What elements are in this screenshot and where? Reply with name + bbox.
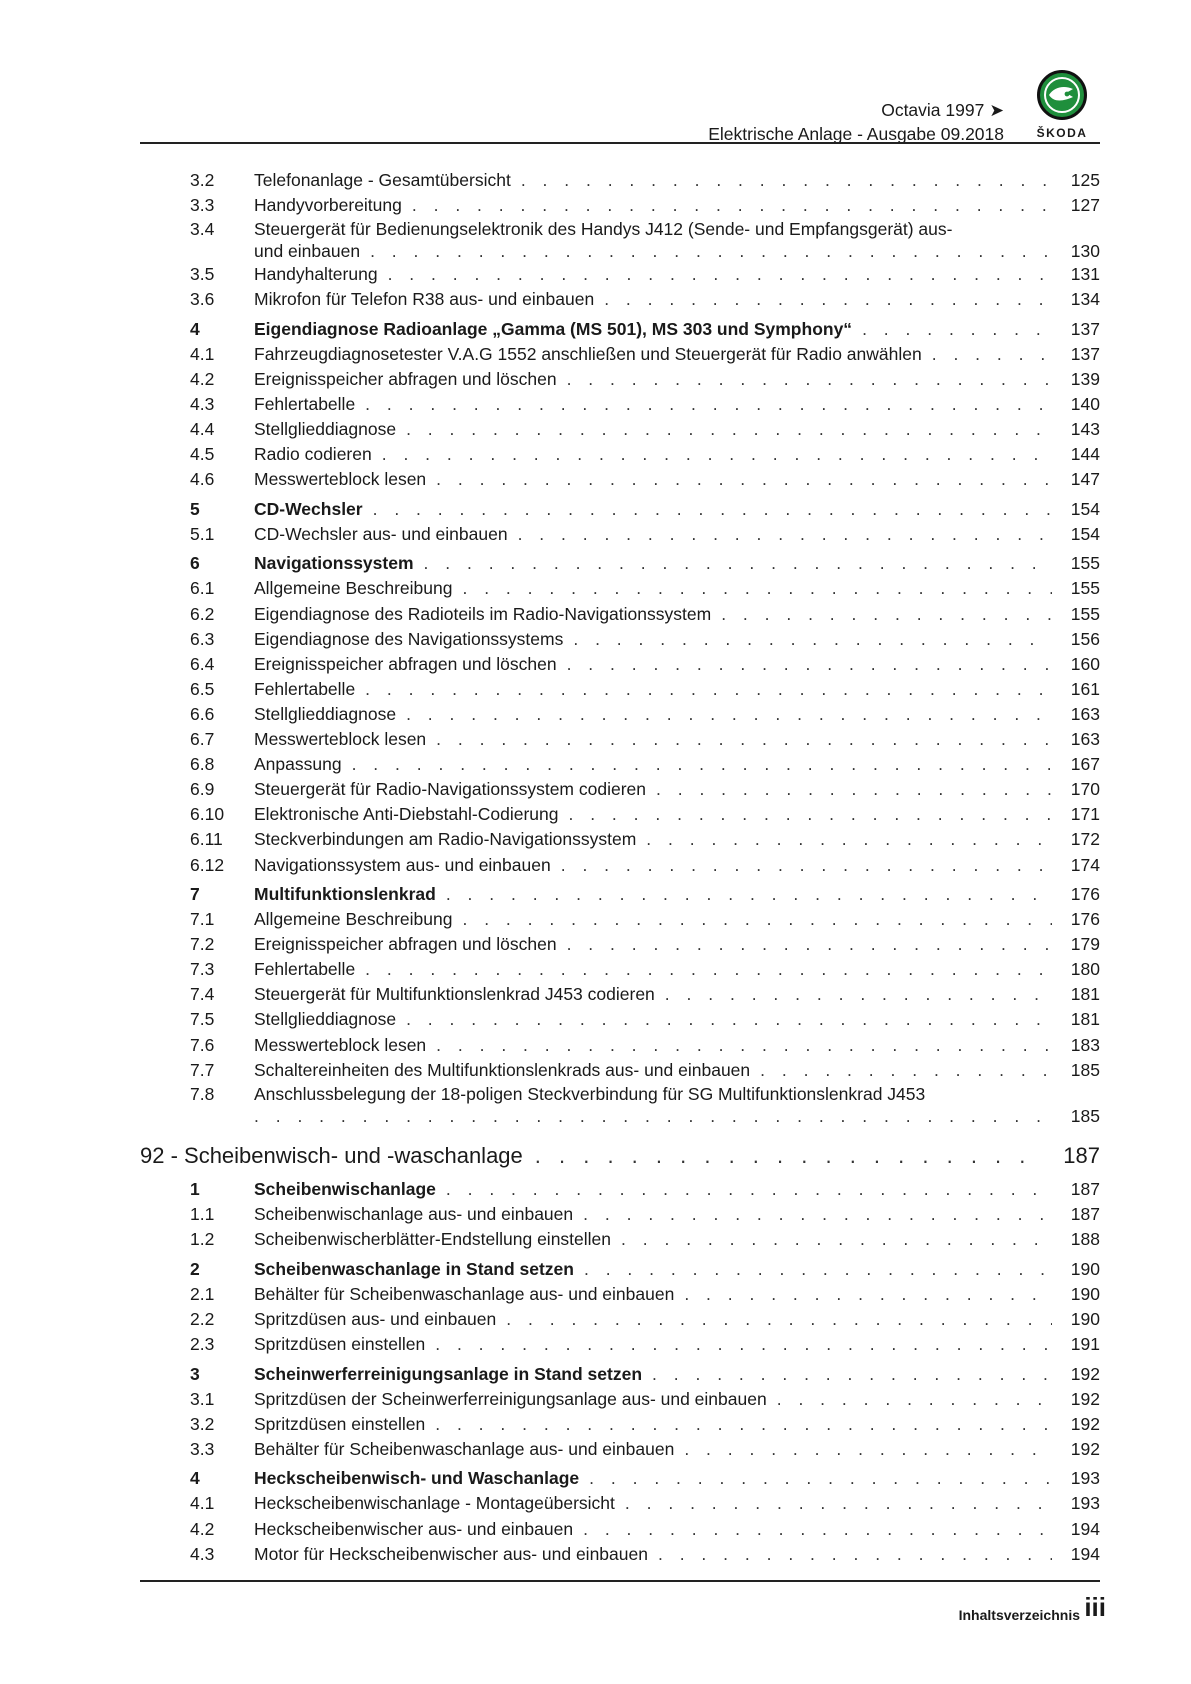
leader-dots bbox=[518, 522, 1052, 547]
toc-entry-page: 155 bbox=[1070, 578, 1100, 599]
leader-dots bbox=[365, 677, 1052, 702]
leader-dots bbox=[684, 1282, 1052, 1307]
toc-entry[interactable] bbox=[140, 602, 1100, 627]
toc-entry-number: 4.4 bbox=[190, 419, 215, 440]
leader-dots bbox=[567, 652, 1052, 677]
toc-entry-title: CD-Wechsler aus- und einbauen bbox=[254, 523, 508, 544]
toc-entry-page: 193 bbox=[1070, 1468, 1100, 1489]
toc-entry-title: Anpassung bbox=[254, 754, 342, 775]
toc-entry[interactable] bbox=[140, 1437, 1100, 1462]
toc-entry-number: 4.6 bbox=[190, 469, 215, 490]
toc-entry-title: Steckverbindungen am Radio-Navigationssystem bbox=[254, 829, 637, 850]
toc-entry-7-8[interactable] bbox=[140, 1083, 1100, 1105]
toc-entry[interactable] bbox=[140, 1033, 1100, 1058]
toc-entry[interactable] bbox=[140, 677, 1100, 702]
toc-entry-number: 6.10 bbox=[190, 804, 225, 825]
toc-entry-title: Handyvorbereitung bbox=[254, 195, 402, 216]
toc-entry[interactable] bbox=[140, 342, 1100, 367]
toc-entry-page: 190 bbox=[1070, 1258, 1100, 1279]
toc-entry-title: Heckscheibenwisch- und Waschanlage bbox=[254, 1468, 580, 1489]
toc-entry-page: 176 bbox=[1070, 884, 1100, 904]
toc-entry-page: 156 bbox=[1070, 628, 1100, 649]
toc-entry[interactable] bbox=[140, 1282, 1100, 1307]
toc-entry[interactable] bbox=[140, 522, 1100, 547]
toc-entry-number: 6.4 bbox=[190, 653, 215, 674]
table-of-contents bbox=[140, 168, 1100, 1567]
toc-entry-title: Schaltereinheiten des Multifunktionslenkrads aus- und einbauen bbox=[254, 1059, 751, 1080]
leader-dots bbox=[604, 287, 1052, 312]
leader-dots bbox=[406, 417, 1052, 442]
toc-entry-title: Spritzdüsen einstellen bbox=[254, 1334, 426, 1355]
leader-dots bbox=[365, 957, 1052, 982]
toc-entry-title: Eigendiagnose des Navigationssystems bbox=[254, 628, 564, 649]
toc-entry[interactable] bbox=[140, 932, 1100, 957]
toc-entry-page: 176 bbox=[1070, 909, 1100, 930]
toc-entry-title: Eigendiagnose Radioanlage „Gamma (MS 501), MS 303 und Symphony“ bbox=[254, 318, 853, 339]
leader-dots bbox=[862, 317, 1052, 342]
toc-entry-number: 7.1 bbox=[190, 909, 215, 930]
chapter-title: 92 - Scheibenwisch- und -waschanlage bbox=[140, 1142, 523, 1168]
toc-block-3 bbox=[140, 1177, 1100, 1567]
toc-entry-page: 171 bbox=[1070, 804, 1100, 825]
toc-entry-number: 6.12 bbox=[190, 854, 225, 875]
toc-entry-number: 6.5 bbox=[190, 678, 215, 699]
leader-dots bbox=[436, 1033, 1052, 1058]
toc-entry-title: Messwerteblock lesen bbox=[254, 729, 427, 750]
toc-entry-page: 194 bbox=[1070, 1543, 1100, 1564]
toc-entry-page: 134 bbox=[1070, 289, 1100, 310]
toc-entry[interactable] bbox=[140, 1332, 1100, 1357]
toc-entry-number: 3.4 bbox=[190, 219, 215, 240]
header-divider bbox=[140, 142, 1100, 144]
leader-dots bbox=[652, 1362, 1052, 1387]
toc-entry[interactable] bbox=[140, 702, 1100, 727]
toc-entry-page: 192 bbox=[1070, 1438, 1100, 1459]
toc-entry-number: 5.1 bbox=[190, 523, 215, 544]
skoda-winged-arrow-icon bbox=[1037, 70, 1087, 120]
toc-entry-page: 125 bbox=[1070, 170, 1100, 190]
toc-entry[interactable] bbox=[140, 777, 1100, 802]
toc-entry[interactable] bbox=[140, 957, 1100, 982]
leader-dots bbox=[684, 1437, 1052, 1462]
toc-entry-number: 7 bbox=[190, 884, 200, 904]
toc-entry-page: 137 bbox=[1070, 318, 1100, 339]
toc-entry[interactable] bbox=[140, 853, 1100, 878]
leader-dots bbox=[621, 1227, 1052, 1252]
toc-entry-number: 3.2 bbox=[190, 1413, 215, 1434]
leader-dots bbox=[446, 882, 1052, 907]
toc-entry[interactable] bbox=[140, 1387, 1100, 1412]
toc-block-1 bbox=[140, 168, 1100, 218]
toc-entry-title: Eigendiagnose des Radioteils im Radio-Navigationssystem bbox=[254, 603, 712, 624]
toc-entry-number: 2.2 bbox=[190, 1309, 215, 1329]
document-title-text: Octavia 1997 bbox=[881, 100, 985, 120]
toc-entry-page: 191 bbox=[1070, 1334, 1100, 1355]
leader-dots bbox=[521, 168, 1052, 193]
toc-entry-title: Behälter für Scheibenwaschanlage aus- und einbauen bbox=[254, 1283, 675, 1304]
toc-block-2 bbox=[140, 262, 1100, 1083]
toc-entry[interactable] bbox=[140, 802, 1100, 827]
toc-entry-number: 6.1 bbox=[190, 578, 215, 599]
leader-dots bbox=[370, 240, 1052, 262]
toc-section-heading[interactable] bbox=[140, 551, 1100, 576]
toc-entry-title: Ereignisspeicher abfragen und löschen bbox=[254, 934, 557, 955]
leader-dots bbox=[373, 497, 1052, 522]
toc-entry[interactable] bbox=[140, 367, 1100, 392]
leader-dots bbox=[462, 907, 1052, 932]
leader-dots bbox=[254, 1105, 1052, 1127]
footer-divider bbox=[140, 1580, 1100, 1582]
toc-entry-title: Multifunktionslenkrad bbox=[254, 884, 436, 904]
toc-entry-page: 181 bbox=[1070, 984, 1100, 1005]
document-title bbox=[881, 100, 1004, 121]
leader-dots bbox=[435, 1332, 1052, 1357]
toc-entry-page: 161 bbox=[1070, 678, 1100, 699]
chapter-page: 187 bbox=[1063, 1142, 1100, 1168]
toc-entry-number: 6.2 bbox=[190, 603, 215, 624]
toc-entry[interactable] bbox=[140, 193, 1100, 218]
toc-entry-page: 181 bbox=[1070, 1009, 1100, 1030]
toc-entry-page: 155 bbox=[1070, 553, 1100, 574]
toc-entry-number: 1 bbox=[190, 1179, 200, 1200]
toc-entry-number: 7.8 bbox=[190, 1083, 215, 1104]
toc-section-heading[interactable] bbox=[140, 1362, 1100, 1387]
toc-entry-number: 7.2 bbox=[190, 934, 215, 955]
toc-entry-page: 147 bbox=[1070, 469, 1100, 490]
toc-entry-title: CD-Wechsler bbox=[254, 498, 363, 519]
toc-entry[interactable] bbox=[140, 576, 1100, 601]
toc-entry-number: 3.5 bbox=[190, 264, 215, 285]
toc-entry-page: 163 bbox=[1070, 703, 1100, 724]
leader-dots bbox=[777, 1387, 1052, 1412]
toc-entry-title: Scheibenwischanlage bbox=[254, 1179, 436, 1200]
toc-entry-number: 1.1 bbox=[190, 1204, 215, 1225]
toc-entry-number: 7.6 bbox=[190, 1034, 215, 1055]
toc-entry-page: 192 bbox=[1070, 1413, 1100, 1434]
toc-entry-title: Radio codieren bbox=[254, 444, 372, 465]
toc-entry-page: 143 bbox=[1070, 419, 1100, 440]
toc-entry-page: 160 bbox=[1070, 653, 1100, 674]
leader-dots bbox=[658, 1542, 1052, 1567]
toc-entry-number: 4.5 bbox=[190, 444, 215, 465]
leader-dots bbox=[760, 1058, 1052, 1083]
toc-entry[interactable] bbox=[140, 287, 1100, 312]
toc-entry-page: 172 bbox=[1070, 829, 1100, 850]
toc-entry-title: Messwerteblock lesen bbox=[254, 469, 427, 490]
skoda-logo bbox=[1032, 70, 1092, 142]
leader-dots bbox=[388, 262, 1052, 287]
toc-section-heading[interactable] bbox=[140, 1466, 1100, 1491]
toc-entry-title: Handyhalterung bbox=[254, 264, 378, 285]
toc-entry-number: 7.5 bbox=[190, 1009, 215, 1030]
toc-entry-page: 185 bbox=[1070, 1105, 1100, 1126]
toc-entry-number: 4.3 bbox=[190, 394, 215, 415]
leader-dots bbox=[365, 392, 1052, 417]
leader-dots bbox=[535, 1139, 1040, 1173]
toc-entry[interactable] bbox=[140, 907, 1100, 932]
toc-entry-title: Behälter für Scheibenwaschanlage aus- und einbauen bbox=[254, 1438, 675, 1459]
toc-entry-page: 163 bbox=[1070, 729, 1100, 750]
toc-entry-7-8-leader bbox=[140, 1105, 1100, 1127]
toc-entry[interactable] bbox=[140, 1007, 1100, 1032]
toc-entry-title: Stellglieddiagnose bbox=[254, 703, 397, 724]
toc-entry-title: Navigationssystem aus- und einbauen bbox=[254, 854, 551, 875]
leader-dots bbox=[506, 1307, 1052, 1332]
leader-dots bbox=[436, 467, 1052, 492]
toc-entry-title: Scheibenwischanlage aus- und einbauen bbox=[254, 1204, 574, 1225]
leader-dots bbox=[656, 777, 1052, 802]
toc-entry-title-continued: und einbauen bbox=[254, 241, 361, 262]
toc-entry-page: 192 bbox=[1070, 1388, 1100, 1409]
toc-entry-number: 5 bbox=[190, 498, 200, 519]
toc-entry-page: 144 bbox=[1070, 444, 1100, 465]
toc-entry-title: Fehlertabelle bbox=[254, 394, 356, 415]
toc-entry-page: 130 bbox=[1070, 241, 1100, 262]
logo-wordmark: ŠKODA bbox=[1036, 126, 1088, 140]
toc-entry-title: Ereignisspeicher abfragen und löschen bbox=[254, 368, 557, 389]
toc-entry-number: 6.8 bbox=[190, 754, 215, 775]
toc-entry-title: Navigationssystem bbox=[254, 553, 414, 574]
toc-entry-page: 137 bbox=[1070, 343, 1100, 364]
leader-dots bbox=[625, 1491, 1052, 1516]
toc-entry-title: Anschlussbelegung der 18-poligen Steckverbindung für SG Multifunktionslenkrad J453 bbox=[254, 1083, 926, 1104]
toc-entry-title: Fehlertabelle bbox=[254, 678, 356, 699]
toc-entry[interactable] bbox=[140, 1202, 1100, 1227]
toc-entry[interactable] bbox=[140, 1542, 1100, 1567]
toc-entry-number: 4 bbox=[190, 1468, 200, 1489]
toc-entry-number: 2.3 bbox=[190, 1334, 215, 1355]
toc-entry-page: 154 bbox=[1070, 523, 1100, 544]
toc-entry-page: 190 bbox=[1070, 1283, 1100, 1304]
toc-entry[interactable] bbox=[140, 982, 1100, 1007]
toc-entry-number: 6.7 bbox=[190, 729, 215, 750]
chapter-heading-92[interactable] bbox=[140, 1139, 1100, 1173]
page-header bbox=[140, 68, 1100, 144]
leader-dots bbox=[567, 367, 1052, 392]
toc-entry[interactable] bbox=[140, 827, 1100, 852]
toc-entry-number: 6.9 bbox=[190, 779, 215, 800]
toc-entry-page: 188 bbox=[1070, 1229, 1100, 1250]
toc-entry-number: 3.2 bbox=[190, 170, 215, 190]
toc-entry-page: 193 bbox=[1070, 1493, 1100, 1514]
toc-entry-number: 6.11 bbox=[190, 829, 223, 850]
toc-entry-title: Spritzdüsen einstellen bbox=[254, 1413, 426, 1434]
toc-entry-number: 3.6 bbox=[190, 289, 215, 310]
leader-dots bbox=[406, 702, 1052, 727]
toc-entry-title: Mikrofon für Telefon R38 aus- und einbauen bbox=[254, 289, 595, 310]
toc-entry-page: 131 bbox=[1070, 264, 1100, 285]
footer-page-number: iii bbox=[1084, 1592, 1106, 1622]
toc-entry[interactable] bbox=[140, 168, 1100, 193]
toc-entry-page: 194 bbox=[1070, 1518, 1100, 1539]
toc-entry-number: 6.6 bbox=[190, 703, 215, 724]
leader-dots bbox=[435, 1412, 1052, 1437]
toc-entry-title: Steuergerät für Bedienungselektronik des Handys J412 (Sende- und Empfangsgerät) aus- bbox=[254, 219, 953, 240]
toc-entry-number: 4.2 bbox=[190, 368, 215, 389]
toc-entry[interactable] bbox=[140, 262, 1100, 287]
leader-dots bbox=[406, 1007, 1052, 1032]
toc-entry-number: 4 bbox=[190, 318, 200, 339]
toc-entry-page: 127 bbox=[1070, 195, 1100, 216]
toc-entry-page: 170 bbox=[1070, 779, 1100, 800]
toc-entry-title: Ereignisspeicher abfragen und löschen bbox=[254, 653, 557, 674]
footer-label: Inhaltsverzeichnis bbox=[958, 1607, 1080, 1623]
toc-entry[interactable] bbox=[140, 392, 1100, 417]
toc-entry-page: 190 bbox=[1070, 1309, 1100, 1329]
toc-entry-3-4[interactable] bbox=[140, 218, 1100, 262]
toc-entry-number: 4.1 bbox=[190, 343, 215, 364]
leader-dots bbox=[561, 853, 1052, 878]
leader-dots bbox=[382, 442, 1052, 467]
leader-dots bbox=[584, 1257, 1052, 1282]
toc-entry-number: 2 bbox=[190, 1258, 200, 1279]
leader-dots bbox=[665, 982, 1052, 1007]
toc-entry-title: Heckscheibenwischanlage - Montageübersicht bbox=[254, 1493, 615, 1514]
toc-entry-number: 4.3 bbox=[190, 1543, 215, 1564]
toc-entry[interactable] bbox=[140, 1412, 1100, 1437]
toc-entry[interactable] bbox=[140, 727, 1100, 752]
toc-entry-number: 7.4 bbox=[190, 984, 215, 1005]
leader-dots bbox=[589, 1466, 1052, 1491]
toc-entry[interactable] bbox=[140, 1227, 1100, 1252]
toc-entry[interactable] bbox=[140, 1307, 1100, 1332]
toc-entry-title: Steuergerät für Radio-Navigationssystem codieren bbox=[254, 779, 646, 800]
toc-entry-number: 6.3 bbox=[190, 628, 215, 649]
toc-entry[interactable] bbox=[140, 442, 1100, 467]
leader-dots bbox=[573, 627, 1052, 652]
leader-dots bbox=[412, 193, 1052, 218]
toc-entry-page: 187 bbox=[1070, 1179, 1100, 1200]
toc-entry-title: Allgemeine Beschreibung bbox=[254, 909, 453, 930]
toc-entry-title: Motor für Heckscheibenwischer aus- und einbauen bbox=[254, 1543, 648, 1564]
toc-entry-title: Steuergerät für Multifunktionslenkrad J453 codieren bbox=[254, 984, 655, 1005]
toc-entry-title: Stellglieddiagnose bbox=[254, 419, 397, 440]
toc-entry-title: Fahrzeugdiagnosetester V.A.G 1552 anschließen und Steuergerät für Radio anwählen bbox=[254, 343, 922, 364]
toc-entry[interactable] bbox=[140, 1491, 1100, 1516]
toc-entry-number: 3.3 bbox=[190, 195, 215, 216]
toc-entry[interactable] bbox=[140, 652, 1100, 677]
toc-entry-title: Spritzdüsen der Scheinwerferreinigungsanlage aus- und einbauen bbox=[254, 1388, 767, 1409]
toc-entry-number: 7.7 bbox=[190, 1059, 215, 1080]
toc-entry-page: 180 bbox=[1070, 959, 1100, 980]
toc-entry[interactable] bbox=[140, 1058, 1100, 1083]
leader-dots bbox=[583, 1202, 1052, 1227]
toc-entry-number: 3.1 bbox=[190, 1388, 215, 1409]
toc-entry-number: 7.3 bbox=[190, 959, 215, 980]
toc-entry-page: 140 bbox=[1070, 394, 1100, 415]
leader-dots bbox=[352, 752, 1052, 777]
toc-entry-page: 167 bbox=[1070, 754, 1100, 775]
leader-dots bbox=[567, 932, 1052, 957]
toc-entry-page: 139 bbox=[1070, 368, 1100, 389]
toc-entry-page: 187 bbox=[1070, 1204, 1100, 1225]
toc-section-heading[interactable] bbox=[140, 882, 1100, 907]
toc-entry[interactable] bbox=[140, 627, 1100, 652]
document-subtitle: Elektrische Anlage - Ausgabe 09.2018 bbox=[708, 124, 1004, 144]
toc-entry-title: Scheibenwischerblätter-Endstellung einstellen bbox=[254, 1229, 612, 1250]
toc-entry-number: 3 bbox=[190, 1363, 200, 1384]
toc-entry-number: 2.1 bbox=[190, 1283, 215, 1304]
toc-entry-page: 174 bbox=[1070, 854, 1100, 875]
toc-entry-number: 3.3 bbox=[190, 1438, 215, 1459]
toc-entry[interactable] bbox=[140, 752, 1100, 777]
toc-entry[interactable] bbox=[140, 417, 1100, 442]
toc-entry-number: 6 bbox=[190, 553, 200, 574]
toc-entry-page: 183 bbox=[1070, 1034, 1100, 1055]
toc-section-heading[interactable] bbox=[140, 1257, 1100, 1282]
toc-entry-number: 4.1 bbox=[190, 1493, 215, 1514]
leader-dots bbox=[446, 1177, 1052, 1202]
arrow-icon: ➤ bbox=[989, 100, 1004, 120]
toc-entry[interactable] bbox=[140, 467, 1100, 492]
toc-entry[interactable] bbox=[140, 1517, 1100, 1542]
leader-dots bbox=[424, 551, 1052, 576]
toc-entry-title: Spritzdüsen aus- und einbauen bbox=[254, 1309, 497, 1329]
leader-dots bbox=[462, 576, 1052, 601]
toc-entry-title: Heckscheibenwischer aus- und einbauen bbox=[254, 1518, 574, 1539]
toc-entry-title: Scheinwerferreinigungsanlage in Stand setzen bbox=[254, 1363, 643, 1384]
toc-entry-number: 4.2 bbox=[190, 1518, 215, 1539]
toc-entry-page: 154 bbox=[1070, 498, 1100, 519]
toc-entry-page: 192 bbox=[1070, 1363, 1100, 1384]
leader-dots bbox=[932, 342, 1052, 367]
leader-dots bbox=[721, 602, 1052, 627]
toc-entry-title: Telefonanlage - Gesamtübersicht bbox=[254, 170, 511, 190]
toc-section-heading[interactable] bbox=[140, 1177, 1100, 1202]
toc-entry-title: Allgemeine Beschreibung bbox=[254, 578, 453, 599]
toc-entry-page: 179 bbox=[1070, 934, 1100, 955]
toc-entry-title: Fehlertabelle bbox=[254, 959, 356, 980]
toc-entry-title: Stellglieddiagnose bbox=[254, 1009, 397, 1030]
toc-entry-title: Elektronische Anti-Diebstahl-Codierung bbox=[254, 804, 559, 825]
leader-dots bbox=[436, 727, 1052, 752]
toc-section-heading[interactable] bbox=[140, 317, 1100, 342]
toc-entry-title: Messwerteblock lesen bbox=[254, 1034, 427, 1055]
toc-entry-title: Scheibenwaschanlage in Stand setzen bbox=[254, 1258, 574, 1279]
leader-dots bbox=[583, 1517, 1052, 1542]
toc-entry-number: 1.2 bbox=[190, 1229, 215, 1250]
leader-dots bbox=[646, 827, 1052, 852]
toc-section-heading[interactable] bbox=[140, 497, 1100, 522]
leader-dots bbox=[568, 802, 1052, 827]
toc-entry-page: 155 bbox=[1070, 603, 1100, 624]
toc-entry-page: 185 bbox=[1070, 1059, 1100, 1080]
